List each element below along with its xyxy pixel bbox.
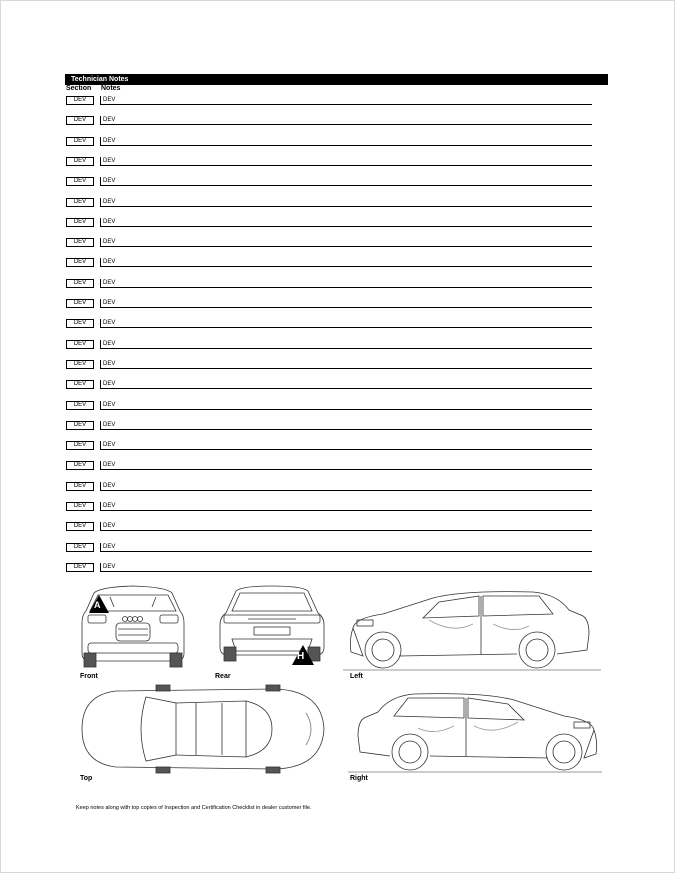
section-code-field[interactable]: DEV xyxy=(66,299,94,308)
section-code-field[interactable]: DEV xyxy=(66,502,94,511)
section-code-field[interactable]: DEV xyxy=(66,401,94,410)
top-view-label: Top xyxy=(80,775,93,782)
note-field[interactable]: DEV xyxy=(100,502,592,511)
note-field[interactable]: DEV xyxy=(100,279,592,288)
section-code-field[interactable]: DEV xyxy=(66,380,94,389)
note-field[interactable]: DEV xyxy=(100,299,592,308)
note-field[interactable]: DEV xyxy=(100,116,592,125)
table-row xyxy=(66,340,592,360)
note-field[interactable]: DEV xyxy=(100,258,592,267)
note-field[interactable]: DEV xyxy=(100,421,592,430)
note-field[interactable]: DEV xyxy=(100,319,592,328)
section-code-field[interactable]: DEV xyxy=(66,258,94,267)
table-row xyxy=(66,198,592,218)
note-field[interactable]: DEV xyxy=(100,401,592,410)
table-row xyxy=(66,421,592,441)
note-field[interactable]: DEV xyxy=(100,461,592,470)
section-code-field[interactable]: DEV xyxy=(66,360,94,369)
table-row xyxy=(66,137,592,157)
section-code-field[interactable]: DEV xyxy=(66,137,94,146)
table-row xyxy=(66,258,592,278)
note-field[interactable]: DEV xyxy=(100,482,592,491)
section-code-field[interactable]: DEV xyxy=(66,116,94,125)
section-title: Technician Notes xyxy=(71,76,129,83)
section-code-field[interactable]: DEV xyxy=(66,198,94,207)
note-field[interactable]: DEV xyxy=(100,218,592,227)
table-row xyxy=(66,299,592,319)
note-field[interactable]: DEV xyxy=(100,96,592,105)
notes-column-header: Notes xyxy=(101,85,121,92)
rear-view-label: Rear xyxy=(215,673,231,680)
table-row xyxy=(66,461,592,481)
section-code-field[interactable]: DEV xyxy=(66,157,94,166)
section-code-field[interactable]: DEV xyxy=(66,441,94,450)
table-row xyxy=(66,502,592,522)
note-field[interactable]: DEV xyxy=(100,543,592,552)
footer-note: Keep notes along with top copies of Inspection and Certification Checklist in dealer customer file. xyxy=(76,805,312,811)
section-code-field[interactable]: DEV xyxy=(66,421,94,430)
marker-h-label: H xyxy=(297,651,305,662)
marker-a-label: A xyxy=(94,600,101,610)
table-row xyxy=(66,441,592,461)
car-top-view xyxy=(76,683,328,775)
section-code-field[interactable]: DEV xyxy=(66,563,94,572)
section-code-field[interactable]: DEV xyxy=(66,177,94,186)
table-row xyxy=(66,319,592,339)
section-column-header: Section xyxy=(66,85,92,92)
note-field[interactable]: DEV xyxy=(100,441,592,450)
table-row xyxy=(66,482,592,502)
section-code-field[interactable]: DEV xyxy=(66,461,94,470)
front-view-label: Front xyxy=(80,673,98,680)
table-row xyxy=(66,543,592,563)
table-row xyxy=(66,563,592,583)
table-row xyxy=(66,401,592,421)
note-field[interactable]: DEV xyxy=(100,198,592,207)
table-row xyxy=(66,218,592,238)
note-field[interactable]: DEV xyxy=(100,340,592,349)
section-header xyxy=(65,74,608,85)
section-code-field[interactable]: DEV xyxy=(66,218,94,227)
car-left-view xyxy=(343,584,603,672)
note-field[interactable]: DEV xyxy=(100,380,592,389)
table-row xyxy=(66,380,592,400)
table-row xyxy=(66,157,592,177)
section-code-field[interactable]: DEV xyxy=(66,522,94,531)
table-row xyxy=(66,116,592,136)
note-field[interactable]: DEV xyxy=(100,157,592,166)
table-row xyxy=(66,360,592,380)
section-code-field[interactable]: DEV xyxy=(66,543,94,552)
section-code-field[interactable]: DEV xyxy=(66,319,94,328)
section-code-field[interactable]: DEV xyxy=(66,238,94,247)
note-field[interactable]: DEV xyxy=(100,522,592,531)
note-field[interactable]: DEV xyxy=(100,137,592,146)
section-code-field[interactable]: DEV xyxy=(66,340,94,349)
car-right-view xyxy=(348,686,604,774)
table-row xyxy=(66,522,592,542)
right-view-label: Right xyxy=(350,775,368,782)
table-row xyxy=(66,96,592,116)
left-view-label: Left xyxy=(350,673,363,680)
note-field[interactable]: DEV xyxy=(100,563,592,572)
section-code-field[interactable]: DEV xyxy=(66,96,94,105)
table-row xyxy=(66,177,592,197)
note-field[interactable]: DEV xyxy=(100,177,592,186)
note-field[interactable]: DEV xyxy=(100,360,592,369)
section-code-field[interactable]: DEV xyxy=(66,482,94,491)
table-row xyxy=(66,238,592,258)
section-code-field[interactable]: DEV xyxy=(66,279,94,288)
note-field[interactable]: DEV xyxy=(100,238,592,247)
table-row xyxy=(66,279,592,299)
